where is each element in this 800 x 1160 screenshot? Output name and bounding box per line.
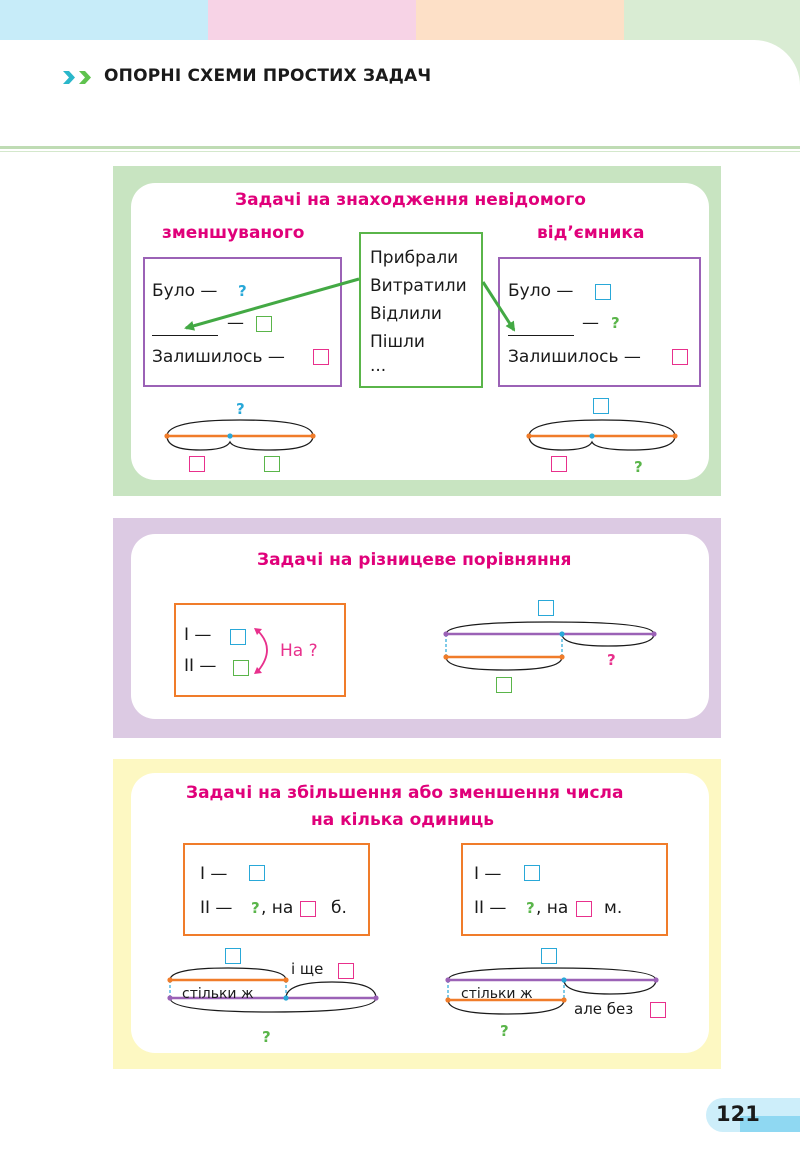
action-word: Прибрали <box>370 248 459 268</box>
increase-line-second: ІІ — <box>200 898 233 918</box>
section3-title-line1: Задачі на збільшення або зменшення числа <box>186 783 624 803</box>
comparison-first-square <box>230 629 246 645</box>
comparison-segment-diagram <box>440 616 666 676</box>
increase-more-label: і ще <box>291 960 324 978</box>
minuend-segment-diagram <box>160 412 330 452</box>
comparison-second-length-square <box>496 677 512 693</box>
action-word: Пішли <box>370 332 425 352</box>
diagram-remainder-square <box>189 456 205 472</box>
decrease-first-square <box>524 865 540 881</box>
decrease-by-label: , на <box>536 898 569 918</box>
subtrahend-question: ? <box>611 314 620 332</box>
increase-same-label: стільки ж <box>182 986 254 1002</box>
section1-right-label: від’ємника <box>537 223 645 243</box>
increase-unit-more: б. <box>331 898 347 918</box>
increase-line-first: І — <box>200 864 228 884</box>
increase-by-label: , на <box>261 898 294 918</box>
comparison-difference-question: ? <box>607 651 616 669</box>
subtrahend-segment-diagram <box>522 412 692 452</box>
increase-first-square <box>249 865 265 881</box>
curved-arrow-icon <box>252 625 282 677</box>
subtrahend-line-left: Залишилось — <box>508 347 641 367</box>
page-number: 121 <box>716 1102 760 1126</box>
minuend-dash: — <box>227 313 244 333</box>
decrease-second-length-question: ? <box>500 1022 509 1040</box>
action-word: Відлили <box>370 304 442 324</box>
action-word: ... <box>370 356 387 376</box>
increase-more-square <box>338 963 354 979</box>
increase-box <box>183 843 370 936</box>
diagram-subtrahend-square <box>264 456 280 472</box>
minuend-line-was: Було — <box>152 281 218 301</box>
comparison-line-second: ІІ — <box>184 656 217 676</box>
section1-left-label: зменшуваного <box>162 223 305 243</box>
increase-second-question: ? <box>251 899 260 917</box>
decrease-line-first: І — <box>474 864 502 884</box>
decrease-same-label: стільки ж <box>461 986 533 1002</box>
decrease-line-second: ІІ — <box>474 898 507 918</box>
minuend-was-question: ? <box>238 282 247 300</box>
comparison-whole-square <box>538 600 554 616</box>
section3-title-line2: на кілька одиниць <box>311 810 494 830</box>
section2-title: Задачі на різницеве порівняння <box>257 550 572 570</box>
comparison-question: На ? <box>280 641 318 661</box>
minuend-line-left: Залишилось — <box>152 347 285 367</box>
decrease-unit-less: м. <box>604 898 623 918</box>
decrease-second-question: ? <box>526 899 535 917</box>
decrease-by-square <box>576 901 592 917</box>
diagram-bottom-question: ? <box>634 458 643 476</box>
page-heading: ОПОРНІ СХЕМИ ПРОСТИХ ЗАДАЧ <box>104 66 432 86</box>
diagram-top-question: ? <box>236 400 245 418</box>
comparison-second-square <box>233 660 249 676</box>
section1-title: Задачі на знаходження невідомого <box>235 190 586 210</box>
subtrahend-dash: — <box>582 313 599 333</box>
subtrahend-line-was: Було — <box>508 281 574 301</box>
diagram-remainder-square <box>551 456 567 472</box>
action-word: Витратили <box>370 276 467 296</box>
decrease-less-square <box>650 1002 666 1018</box>
increase-total-question: ? <box>262 1028 271 1046</box>
comparison-line-first: І — <box>184 625 212 645</box>
increase-by-square <box>300 901 316 917</box>
decrease-box <box>461 843 668 936</box>
decrease-less-label: але без <box>574 1000 634 1018</box>
